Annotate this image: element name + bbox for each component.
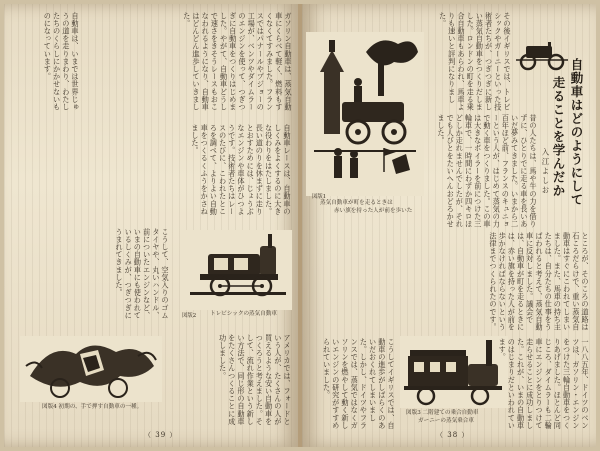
side-text-column: 自動車は、いまでは世界じゅうの道を走りまわり、わたしたちのくらしにかかせないものになっています。 xyxy=(43,12,80,111)
header-car-icon xyxy=(512,38,572,72)
body-text-upper: ガソリン自動車は、蒸気自動車にくらべて軽く、燃料もすくなくてすみました。フランスではパナールやプジョーの工場が、ベンツやダイムラーのエンジンを使って、つぎつぎに自動車をつくりはじめました。やがて、自動車どうしで速さをきそうレースもおこなわれるようになり、自動車はどんどん進歩していきました。 xyxy=(182,12,293,111)
steam-omnibus-illustration xyxy=(400,336,508,408)
figure-2-caption: トレビシックの蒸気自動車 xyxy=(210,311,278,317)
figure-1-label: 図版1 xyxy=(312,194,327,200)
steam-car-street-illustration xyxy=(306,32,424,196)
magazine-spread xyxy=(4,4,596,447)
body-text-upper-strip: その後イギリスでは、トレビシックやガーニーといった技術者たちが、つぎつぎに新しい蒸気自動車をつくりだしました。ロンドンの町を走る乗合自動車もあらわれ、馬車よりも速いと評判になりました。 xyxy=(438,12,512,111)
body-text-middle-band: ところが、そのころの道路は石ころだらけで、重い蒸気自動車はすぐにこわれてしまいました。また、馬車の持ち主たちは、自分たちの仕事をうばわれると考えて、蒸気自動車に反対しました。議会では、自動車が町を走るときには、赤い旗を持った人が前を歩かなければならないという法律までつくられたのです。 xyxy=(488,232,590,331)
vintage-car-icon xyxy=(512,38,572,72)
figure-2-label: 図版2 xyxy=(182,313,197,319)
figure-4-caption: 図版4 初期の、手で押す自動車の一種。 xyxy=(42,404,143,410)
figure-2-steam-carriage xyxy=(180,230,292,319)
article-author: 入江よしお xyxy=(541,148,550,196)
body-text-lower-left: こうしてイギリスでは、自動車の進歩がしばらくのあいだおくれてしまいました。しかし、ドイツやフランスでは、蒸気ではなくガソリンを燃やして動く新しいエンジンの研究がすすめられていました。 xyxy=(322,338,396,430)
body-text-middle: 自動車レースは、自動車のしくみをよくするのに大きな役わりをはたしました。長い道のりを休まずに走りとおすためには、じょうぶなエンジンや車体がひつようです。技術者たちはレースのたびに、こわれたところを調べて、よりよい自動車をつくるくふうをかさねました。 xyxy=(190,124,292,216)
steam-carriage-illustration xyxy=(180,230,292,310)
body-text-lower-right: 一八八五年、ドイツのベンツは、ガソリン・エンジンをつけた三輪自動車をつくりあげました。ほとんど同じころ、ダイムラーも二輪車にエンジンをとりつけて走らせることに成功しました。これが、いまの自動車のはじまりだといわれています。 xyxy=(498,338,590,430)
figure-1-caption-line-1: 蒸気自動車が町を走るときは xyxy=(320,200,393,206)
figure-3-caption-line-1: 図版3 二階建ての乗合自動車 xyxy=(406,410,479,416)
figure-3-caption-line-2: ガーニーの蒸気乗合車 xyxy=(418,418,474,424)
figure-3-steam-omnibus xyxy=(400,336,508,424)
left-page xyxy=(4,4,298,447)
page-number-left: （ 39 ） xyxy=(144,431,178,439)
figure-1-caption-line-2: 赤い旗を持った人が前を歩いた xyxy=(334,208,413,214)
body-text-bottom: アメリカでは、フォードという人が、たくさんの人が買えるような安い自動車をつくろうと考えました。そして、流れ作業という新しい方法で、同じ形の自動車をたくさんつくることに成功しました。 xyxy=(218,334,292,426)
article-title-line-2: 走ることを学んだか xyxy=(551,76,566,198)
article-title-line-1: 自動車はどのようにして xyxy=(569,58,584,207)
body-text-lower: こうして、空気入りのゴムタイヤや、丸いハンドル、前についたエンジンなど、いまの自動車にも使われているしくみが、つぎつぎにうまれてきました。 xyxy=(114,228,170,320)
figure-1-red-flag-scene xyxy=(306,32,424,214)
body-text-main: 昔の人たちは、馬や牛の力を借りずに、ひとりでに走る車を長いあいだ夢みてきました。いまから二百年ほど前、フランスのキュニョーという人が、はじめて蒸気の力で動く車をつくりました。この車は大きなボイラーを前につけた三輪車で、一時間にわずか四キロほどしか走れませんでしたが、それでも人びとをたいへんおどろかせました。 xyxy=(436,114,538,228)
figure-4-early-car xyxy=(20,336,162,410)
page-number-right: （ 38 ） xyxy=(436,431,470,439)
early-car-illustration xyxy=(20,336,162,402)
right-page xyxy=(302,4,596,447)
